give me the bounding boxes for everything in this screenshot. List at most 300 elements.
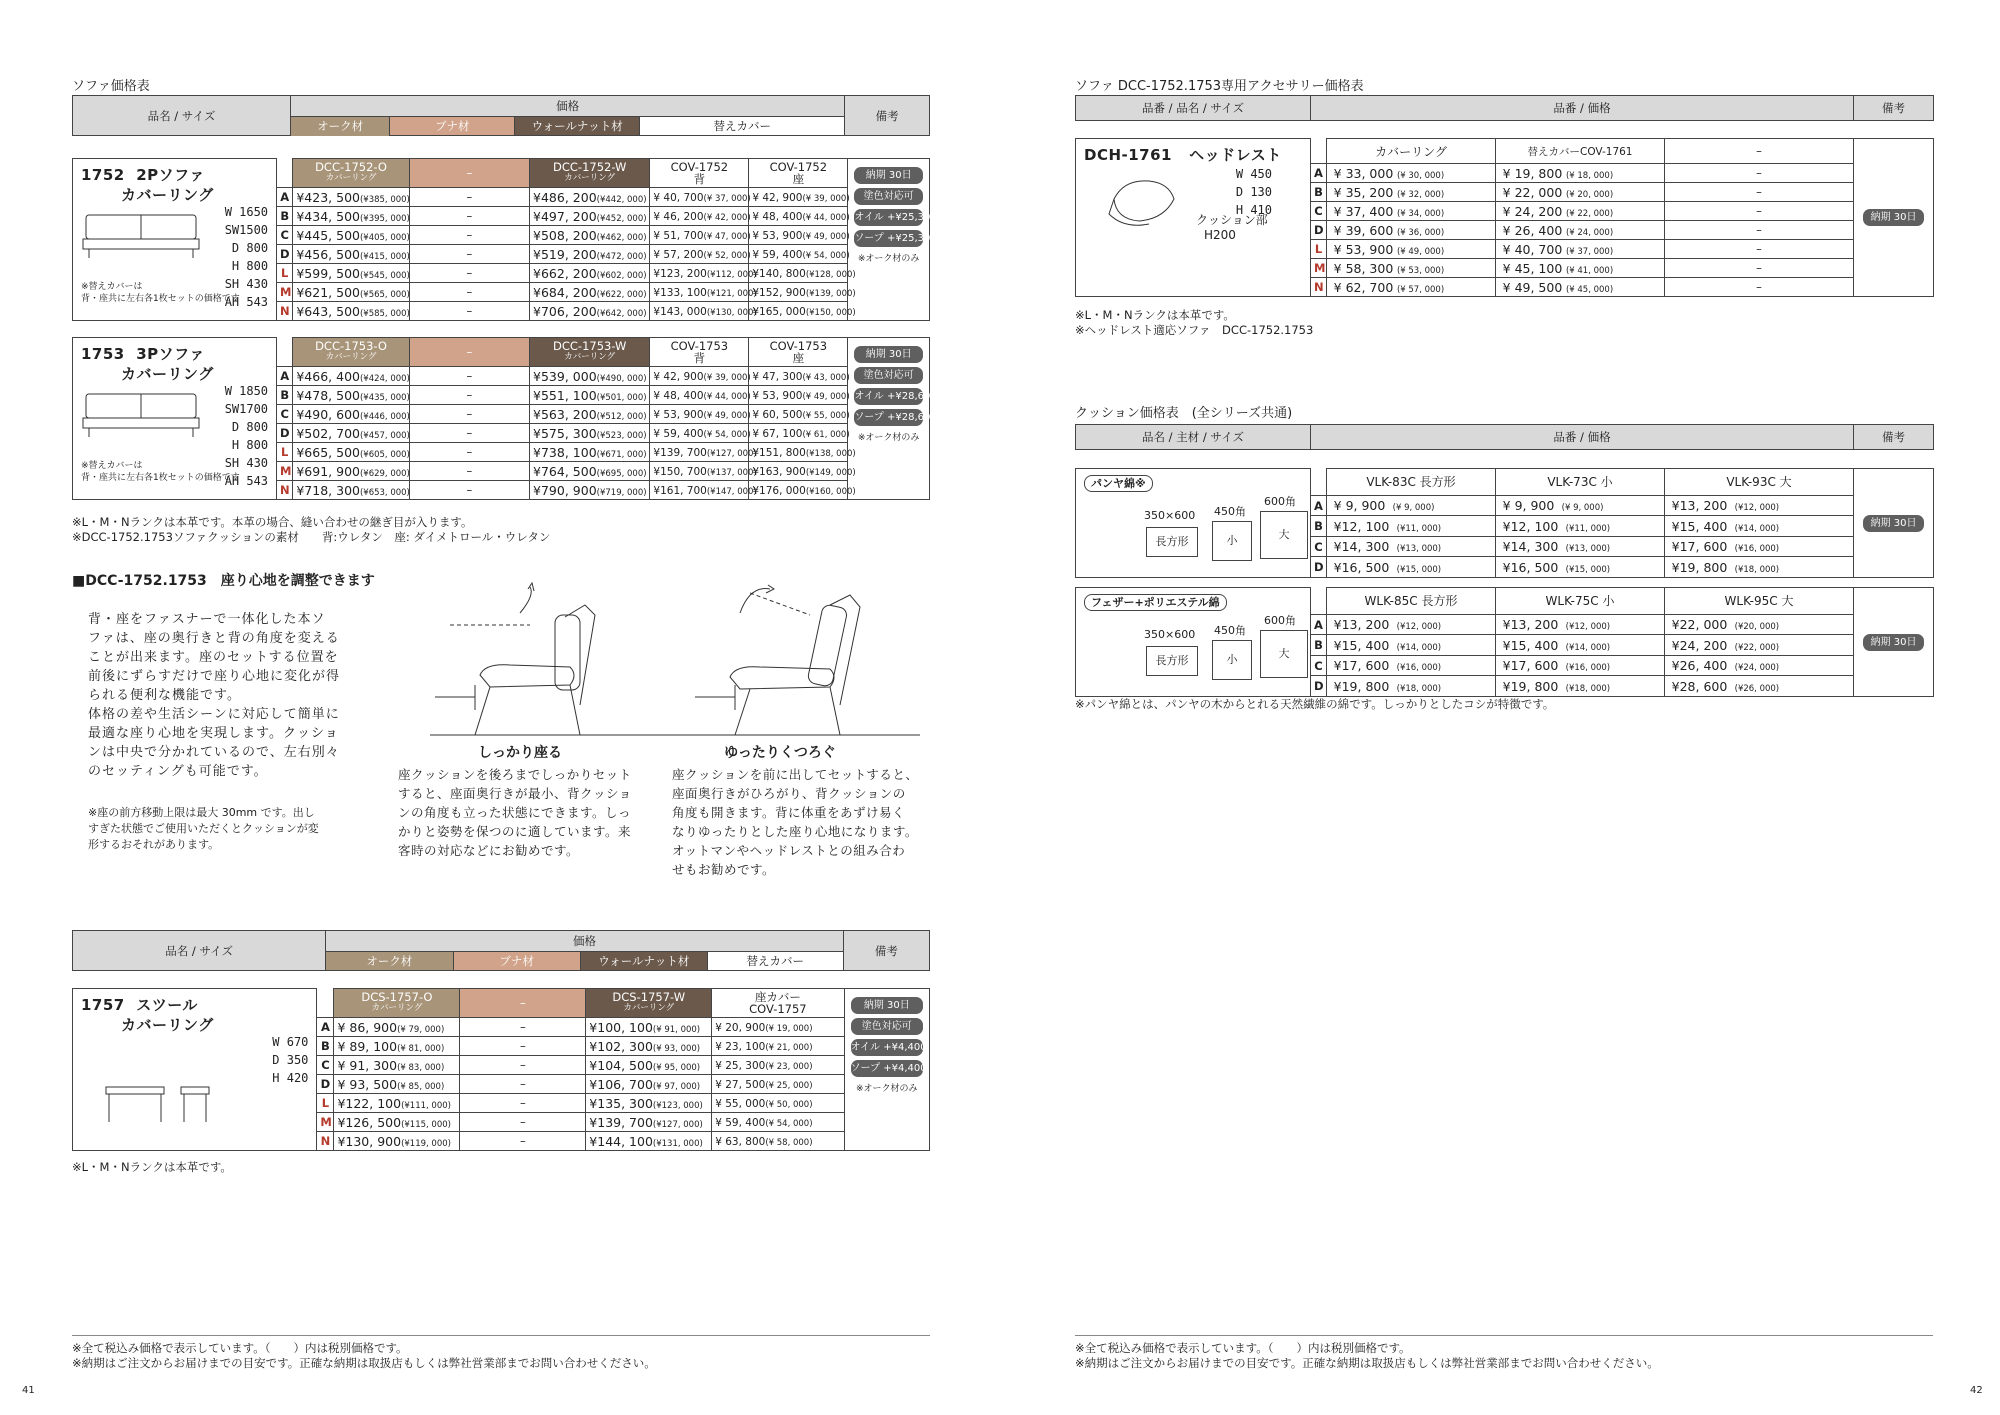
cover-price: ¥ 49, 500 (1502, 279, 1563, 295)
rank: M (277, 283, 293, 302)
remark-badge: 納期 30日 (1863, 634, 1924, 651)
cover-tax: (¥ 42, 000) (703, 213, 751, 223)
cover-price: ¥ 53, 900 (752, 230, 803, 242)
feature-note-line: 形するおそれがあります。 (88, 838, 220, 851)
firm-line: ンの角度も立った状態にできます。しっ (398, 805, 632, 820)
oak-tax: (¥629, 000) (359, 468, 410, 479)
remark-badge: オイル +¥25,300 (854, 209, 923, 226)
right-footer (1075, 1341, 1659, 1371)
feather-table (1075, 587, 1934, 697)
product-code: 1752 (81, 166, 125, 184)
cover-tax: (¥ 23, 000) (765, 1062, 813, 1072)
beech-code: – (409, 338, 529, 367)
cushion-col: WLK-75C 小 (1496, 588, 1665, 615)
cushion-header-name: 品名 / 主材 / サイズ (1076, 425, 1311, 450)
relax-body (672, 765, 918, 879)
cover-price: ¥ 53, 900 (752, 390, 803, 402)
walnut-tax: (¥472, 000) (596, 251, 647, 262)
dimension: AH 543 (224, 474, 269, 488)
right-footer-line: ※全て税込み価格で表示しています。（ ）内は税別価格です。 (1075, 1341, 1411, 1355)
cover-tax: (¥121, 000) (706, 289, 757, 299)
size-small-name: 小 (1212, 640, 1252, 680)
walnut-tax: (¥462, 000) (596, 232, 647, 243)
sofa-3p-table (72, 337, 937, 500)
rank: M (1311, 259, 1327, 278)
cushion-price: ¥28, 600 (1671, 678, 1728, 694)
size-large: 600角 (1264, 614, 1296, 627)
cover-tax: (¥147, 000) (706, 487, 757, 497)
oak-tax: (¥ 79, 000) (397, 1024, 445, 1035)
cover-price: ¥143, 000 (653, 306, 707, 318)
oak-code: DCC-1752-O (315, 160, 387, 174)
dimension: SH 430 (224, 277, 269, 291)
cushion-name-cell (1076, 588, 1311, 697)
headrest-name-cell (1076, 139, 1311, 297)
oak-price: ¥691, 900 (296, 463, 360, 479)
cover-price: ¥163, 900 (752, 466, 806, 478)
oak-price: ¥490, 600 (296, 406, 360, 422)
rank: L (277, 264, 293, 283)
cover-price: ¥133, 100 (653, 287, 707, 299)
feature-note (88, 805, 319, 853)
cushion-tax: (¥14, 000) (1396, 642, 1442, 653)
size-large: 600角 (1264, 495, 1296, 508)
oak-price: ¥423, 500 (296, 189, 360, 205)
page-number-right: 42 (1970, 1385, 1983, 1396)
rank: A (1311, 614, 1327, 635)
remarks-cell (844, 989, 929, 1151)
cushion-price: ¥15, 400 (1671, 518, 1728, 534)
covering-tax: (¥ 36, 000) (1396, 227, 1445, 238)
walnut-tax: (¥490, 000) (596, 373, 647, 384)
cover-sub: 座 (792, 172, 805, 186)
headrest-note-line: ※L・M・Nランクは本革です。 (1075, 308, 1235, 322)
rank: D (317, 1075, 334, 1094)
covering-price: ¥ 33, 000 (1333, 165, 1394, 181)
covering-price: ¥ 39, 600 (1333, 222, 1394, 238)
walnut-price: ¥139, 700 (589, 1114, 653, 1130)
oak-tax: (¥395, 000) (359, 213, 410, 224)
beech-price: – (460, 1075, 586, 1094)
left-footer-line: ※納期はご注文からお届けまでの目安です。正確な納期は取扱店もしくは弊社営業部までお問い合わせください。 (72, 1356, 656, 1370)
walnut-tax: (¥719, 000) (596, 487, 647, 498)
cushion-tax: (¥12, 000) (1396, 622, 1442, 633)
cover-price: ¥ 42, 900 (752, 192, 803, 204)
walnut-price: ¥563, 200 (533, 406, 597, 422)
headrest-notes (1075, 308, 1313, 338)
rank: D (277, 245, 293, 264)
cover-tax: (¥ 39, 000) (703, 373, 751, 383)
remark-badge: オイル +¥4,400 (851, 1039, 923, 1056)
rank: C (277, 405, 293, 424)
cushion-tax: (¥22, 000) (1734, 642, 1780, 653)
remark-badge: 納期 30日 (1863, 209, 1924, 226)
cover-tax: (¥ 54, 000) (765, 1119, 813, 1129)
size-large-name: 大 (1260, 511, 1308, 559)
oak-tax: (¥119, 000) (401, 1138, 451, 1149)
right-footer-line: ※納期はご注文からお届けまでの目安です。正確な納期は取扱店もしくは弊社営業部までお問い合わせください。 (1075, 1356, 1659, 1370)
beech-price: – (460, 1018, 586, 1037)
col3-price: – (1665, 278, 1854, 297)
header-price: 価格 (290, 96, 844, 117)
cushion-price: ¥ 9, 900 (1502, 498, 1555, 514)
cushion-price: ¥13, 200 (1671, 498, 1728, 514)
cover-tax: (¥138, 000) (805, 449, 856, 459)
cushion-price: ¥ 9, 900 (1333, 498, 1386, 514)
walnut-tax: (¥512, 000) (596, 411, 647, 422)
stool-illustration (81, 1082, 221, 1127)
relax-title: ゆったりくつろぐ (724, 745, 836, 761)
cover-price: ¥ 45, 100 (1502, 260, 1563, 276)
rank: N (317, 1132, 334, 1151)
oak-tax: (¥405, 000) (359, 232, 410, 243)
cushion-price: ¥15, 400 (1333, 637, 1390, 653)
sofa-illustration (81, 210, 201, 260)
walnut-tax: (¥ 93, 000) (652, 1043, 701, 1054)
dimension: D 130 (1235, 185, 1272, 199)
walnut-price: ¥706, 200 (533, 303, 597, 319)
walnut-tax: (¥622, 000) (596, 289, 647, 300)
feature-line: ことが出来ます。座のセットする位置を (88, 650, 339, 665)
stool-header-remarks: 備考 (843, 931, 929, 971)
oak-tax: (¥115, 000) (401, 1119, 451, 1130)
cover-tax: (¥ 50, 000) (765, 1100, 813, 1110)
oak-tax: (¥ 81, 000) (397, 1043, 445, 1054)
oak-price: ¥718, 300 (296, 482, 360, 498)
beech-price: – (409, 367, 529, 386)
walnut-tax: (¥442, 000) (596, 194, 647, 205)
beech-price: – (409, 245, 529, 264)
feature-line: られる便利な機能です。 (88, 688, 241, 703)
cover-tax: (¥ 55, 000) (802, 411, 850, 421)
acc-header-price: 品番 / 価格 (1311, 96, 1854, 121)
cover-sub: 座 (792, 351, 805, 365)
rank: C (277, 226, 293, 245)
walnut-tax: (¥ 97, 000) (652, 1081, 701, 1092)
rank: C (1311, 202, 1327, 221)
walnut-price: ¥100, 100 (589, 1019, 653, 1035)
cover-tax: (¥ 49, 000) (703, 411, 751, 421)
cover-tax: (¥ 43, 000) (802, 373, 850, 383)
oak-tax: (¥424, 000) (359, 373, 410, 384)
beech-price: – (460, 1113, 586, 1132)
remarks-cell (848, 338, 937, 500)
rank: C (317, 1056, 334, 1075)
cover-tax: (¥ 39, 000) (802, 194, 850, 204)
remark-badge: 納期 30日 (851, 997, 923, 1014)
header-name-size: 品名 / サイズ (73, 96, 291, 136)
oak-price: ¥ 89, 100 (337, 1038, 398, 1054)
walnut-price: ¥662, 200 (533, 265, 597, 281)
cover-tax: (¥ 37, 000) (703, 194, 751, 204)
cushion-col: VLK-93C 大 (1665, 469, 1854, 496)
beech-price: – (409, 302, 529, 321)
cushion-price: ¥13, 200 (1333, 617, 1390, 633)
remarks-cell (848, 159, 937, 321)
oak-tax: (¥415, 000) (359, 251, 410, 262)
header-walnut: ウォールナット材 (515, 117, 640, 136)
size-rect: 350×600 (1144, 509, 1196, 522)
stool-header-price: 価格 (326, 931, 843, 952)
walnut-price: ¥102, 300 (589, 1038, 653, 1054)
oak-code: DCC-1753-O (315, 339, 387, 353)
firm-line: かりと姿勢を保つのに適しています。来 (398, 824, 632, 839)
cover-tax: (¥150, 000) (805, 308, 856, 318)
covering-price: ¥ 37, 400 (1333, 203, 1394, 219)
cover-tax: (¥ 54, 000) (703, 430, 751, 440)
stool-header-oak: オーク材 (326, 952, 453, 971)
walnut-sub: カバーリング (623, 1003, 675, 1013)
beech-price: – (409, 264, 529, 283)
oak-code: DCS-1757-O (361, 990, 433, 1004)
oak-tax: (¥653, 000) (359, 487, 410, 498)
cover-tax: (¥149, 000) (805, 468, 856, 478)
col3-price: – (1665, 183, 1854, 202)
feature-body (88, 610, 358, 781)
relax-line: オットマンやヘッドレストとの組み合わ (672, 843, 906, 858)
cushion-tax: (¥12, 000) (1734, 503, 1780, 514)
cover-code: COV-1753 (670, 339, 729, 353)
walnut-code: DCC-1753-W (553, 339, 627, 353)
col3-price: – (1665, 202, 1854, 221)
cushion-price: ¥19, 800 (1502, 678, 1559, 694)
cushion-price: ¥13, 200 (1502, 617, 1559, 633)
cover-price: ¥176, 000 (752, 485, 806, 497)
cover-tax: (¥127, 000) (706, 449, 757, 459)
sofa-3p-body (73, 338, 937, 500)
cushion-tax: (¥15, 000) (1396, 564, 1442, 575)
product-subname: カバーリング (121, 365, 214, 383)
cushion-tax: (¥ 9, 000) (1561, 503, 1604, 514)
remark-badge: 塗色対応可 (851, 1018, 923, 1035)
cover-price: ¥152, 900 (752, 287, 806, 299)
oak-price: ¥126, 500 (337, 1114, 402, 1130)
beech-price: – (460, 1056, 586, 1075)
cushion-tax: (¥18, 000) (1565, 683, 1611, 694)
feature-note-line: すぎた状態でご使用いただくとクッションが変 (88, 822, 319, 835)
dimension: D 800 (231, 420, 269, 434)
covering-tax: (¥ 53, 000) (1396, 265, 1445, 276)
cover-tax: (¥ 25, 000) (765, 1081, 813, 1091)
feature-line: 前後にずらすだけで座り心地に変化が得 (88, 669, 341, 684)
dimension: SW1500 (224, 223, 269, 237)
cushion-material-label: フェザー+ポリエステル綿 (1084, 594, 1227, 611)
cover-sub: 背 (693, 351, 706, 365)
cover-price: ¥ 26, 400 (1502, 222, 1563, 238)
oak-price: ¥ 86, 900 (337, 1019, 398, 1035)
cover-tax: (¥ 52, 000) (703, 251, 751, 261)
oak-tax: (¥545, 000) (359, 270, 410, 281)
cushion-col: VLK-73C 小 (1496, 469, 1665, 496)
cover-price: ¥ 22, 000 (1502, 184, 1563, 200)
cover-tax: (¥ 49, 000) (802, 232, 850, 242)
walnut-tax: (¥ 91, 000) (652, 1024, 701, 1035)
cover-sub: COV-1757 (749, 1002, 807, 1016)
cover-tax: (¥ 49, 000) (802, 392, 850, 402)
product-subname: カバーリング (121, 186, 214, 204)
cover-note: ※替えカバーは (81, 461, 143, 471)
col3-price: – (1665, 164, 1854, 183)
sofa-price-title: ソファ価格表 (72, 79, 150, 94)
cover-price: ¥140, 800 (752, 268, 806, 280)
rank: A (317, 1018, 334, 1037)
feature-line: 背・座をファスナーで一体化した本ソ (88, 612, 326, 627)
cushion-price: ¥14, 300 (1502, 539, 1559, 555)
header-remarks: 備考 (845, 96, 930, 136)
walnut-sub: カバーリング (564, 173, 616, 183)
rank: B (277, 207, 293, 226)
cover-tax: (¥ 44, 000) (802, 213, 850, 223)
rank: A (1311, 495, 1327, 516)
cover-note: 背・座共に左右各1枚セットの価格です (81, 294, 240, 304)
remark-badge: 納期 30日 (854, 346, 923, 363)
col3-price: – (1665, 259, 1854, 278)
left-footer (72, 1341, 656, 1371)
oak-sub: カバーリング (325, 173, 377, 183)
cushion-price: ¥12, 100 (1502, 518, 1559, 534)
cover-tax: (¥128, 000) (805, 270, 856, 280)
walnut-sub: カバーリング (564, 352, 616, 362)
size-rect: 350×600 (1144, 628, 1196, 641)
beech-price: – (409, 386, 529, 405)
dimension: H 420 (272, 1071, 309, 1085)
cover-note: ※替えカバーは (81, 282, 143, 292)
walnut-price: ¥684, 200 (533, 284, 597, 300)
feather-body (1076, 588, 1934, 697)
cover-tax: (¥ 54, 000) (802, 251, 850, 261)
left-footer-line: ※全て税込み価格で表示しています。（ ）内は税別価格です。 (72, 1341, 408, 1355)
headrest-note-line: ※ヘッドレスト適応ソファ DCC-1752.1753 (1075, 323, 1314, 337)
remark-note: ※オーク材のみ (856, 1084, 918, 1094)
cover-tax: (¥ 44, 000) (703, 392, 751, 402)
covering-tax: (¥ 32, 000) (1396, 189, 1445, 200)
oak-price: ¥599, 500 (296, 265, 360, 281)
headrest-col-cover: 替えカバーCOV-1761 (1496, 139, 1665, 164)
rank: D (1311, 676, 1327, 697)
cover-price: ¥ 55, 000 (715, 1098, 766, 1110)
walnut-code: DCS-1757-W (612, 990, 686, 1004)
headrest-remarks (1854, 139, 1934, 297)
walnut-price: ¥790, 900 (533, 482, 597, 498)
cushion-price: ¥24, 200 (1671, 637, 1728, 653)
rank: N (1311, 278, 1327, 297)
cover-tax: (¥ 37, 000) (1565, 246, 1614, 257)
feature-line: のセッティングも可能です。 (88, 764, 268, 779)
stool-header-table (72, 930, 930, 971)
walnut-price: ¥135, 300 (589, 1095, 653, 1111)
cover-price: ¥165, 000 (752, 306, 806, 318)
walnut-tax: (¥ 95, 000) (652, 1062, 701, 1073)
oak-tax: (¥435, 000) (359, 392, 410, 403)
oak-tax: (¥111, 000) (401, 1100, 451, 1111)
cover-tax: (¥ 18, 000) (1565, 170, 1614, 181)
covering-tax: (¥ 30, 000) (1396, 170, 1445, 181)
rank: L (317, 1094, 334, 1113)
cover-price: ¥ 51, 700 (653, 230, 704, 242)
dimension: D 350 (272, 1053, 309, 1067)
cover-price: ¥ 27, 500 (715, 1079, 766, 1091)
chair-diagrams (420, 575, 930, 740)
product-name-cell (73, 159, 277, 321)
beech-price: – (409, 443, 529, 462)
cushion-col: WLK-95C 大 (1665, 588, 1854, 615)
cushion-price: ¥17, 600 (1671, 539, 1728, 555)
rank: N (277, 302, 293, 321)
cover-tax: (¥ 61, 000) (802, 430, 850, 440)
cushion-price: ¥17, 600 (1502, 658, 1559, 674)
remark-badge: ソープ +¥25,300 (854, 230, 923, 247)
stool-header-name-size: 品名 / サイズ (73, 931, 326, 971)
feature-title: ■DCC-1752.1753 座り心地を調整できます (72, 573, 375, 589)
walnut-code: DCC-1752-W (553, 160, 627, 174)
feature-line: ンは中央で分かれているので、左右別々 (88, 745, 340, 760)
oak-tax: (¥457, 000) (359, 430, 410, 441)
cover-price: ¥ 40, 700 (1502, 241, 1563, 257)
panya-body (1076, 469, 1934, 578)
product-subname: カバーリング (121, 1016, 214, 1034)
cushion-price: ¥26, 400 (1671, 658, 1728, 674)
covering-price: ¥ 35, 200 (1333, 184, 1394, 200)
rank: C (1311, 655, 1327, 676)
dimension: D 800 (231, 241, 269, 255)
cover-note: 背・座共に左右各1枚セットの価格です (81, 473, 240, 483)
firm-chair-illustration (430, 583, 920, 735)
cover-tax: (¥ 20, 000) (1565, 189, 1614, 200)
cover-tax: (¥ 58, 000) (765, 1138, 813, 1148)
cover-price: ¥ 47, 300 (752, 371, 803, 383)
headrest-illustration (1104, 169, 1184, 229)
cover-tax: (¥ 22, 000) (1565, 208, 1614, 219)
rank: L (1311, 240, 1327, 259)
accessory-header-table (1075, 95, 1934, 121)
sofa-illustration (81, 389, 201, 439)
walnut-tax: (¥123, 000) (652, 1100, 703, 1111)
relax-line: 座面奥行きがひろがり、背クッションの (672, 786, 906, 801)
cushion-price: ¥16, 500 (1502, 559, 1559, 575)
rank: A (277, 188, 293, 207)
cover-price: ¥ 59, 400 (653, 428, 704, 440)
accessory-title: ソファ DCC-1752.1753専用アクセサリー価格表 (1075, 79, 1364, 94)
remark-badge: ソープ +¥28,600 (854, 409, 923, 426)
oak-tax: (¥585, 000) (359, 308, 410, 319)
panya-table (1075, 468, 1934, 578)
oak-price: ¥122, 100 (337, 1095, 402, 1111)
rank: D (1311, 557, 1327, 578)
walnut-price: ¥539, 000 (533, 368, 597, 384)
cover-price: ¥ 46, 200 (653, 211, 704, 223)
walnut-tax: (¥501, 000) (596, 392, 647, 403)
dimension: SH 430 (224, 456, 269, 470)
walnut-price: ¥519, 200 (533, 246, 597, 262)
walnut-price: ¥106, 700 (589, 1076, 653, 1092)
cushion-price: ¥19, 800 (1333, 678, 1390, 694)
sofa-note-1: ※L・M・Nランクは本革です。本革の場合、縫い合わせの継ぎ目が入ります。 (72, 515, 473, 529)
rank: B (317, 1037, 334, 1056)
product-name: スツール (136, 996, 198, 1014)
headrest-col-3: – (1665, 139, 1854, 164)
cover-tax: (¥160, 000) (805, 487, 856, 497)
cushion-tax: (¥16, 000) (1565, 663, 1611, 674)
cushion-col: WLK-85C 長方形 (1327, 588, 1496, 615)
walnut-price: ¥497, 200 (533, 208, 597, 224)
cover-price: ¥ 57, 200 (653, 249, 704, 261)
cover-tax: (¥ 19, 000) (765, 1024, 813, 1034)
rank: D (277, 424, 293, 443)
cushion-tax: (¥18, 000) (1734, 564, 1780, 575)
oak-price: ¥621, 500 (296, 284, 360, 300)
remark-note: ※オーク材のみ (857, 433, 920, 443)
rank: B (277, 386, 293, 405)
